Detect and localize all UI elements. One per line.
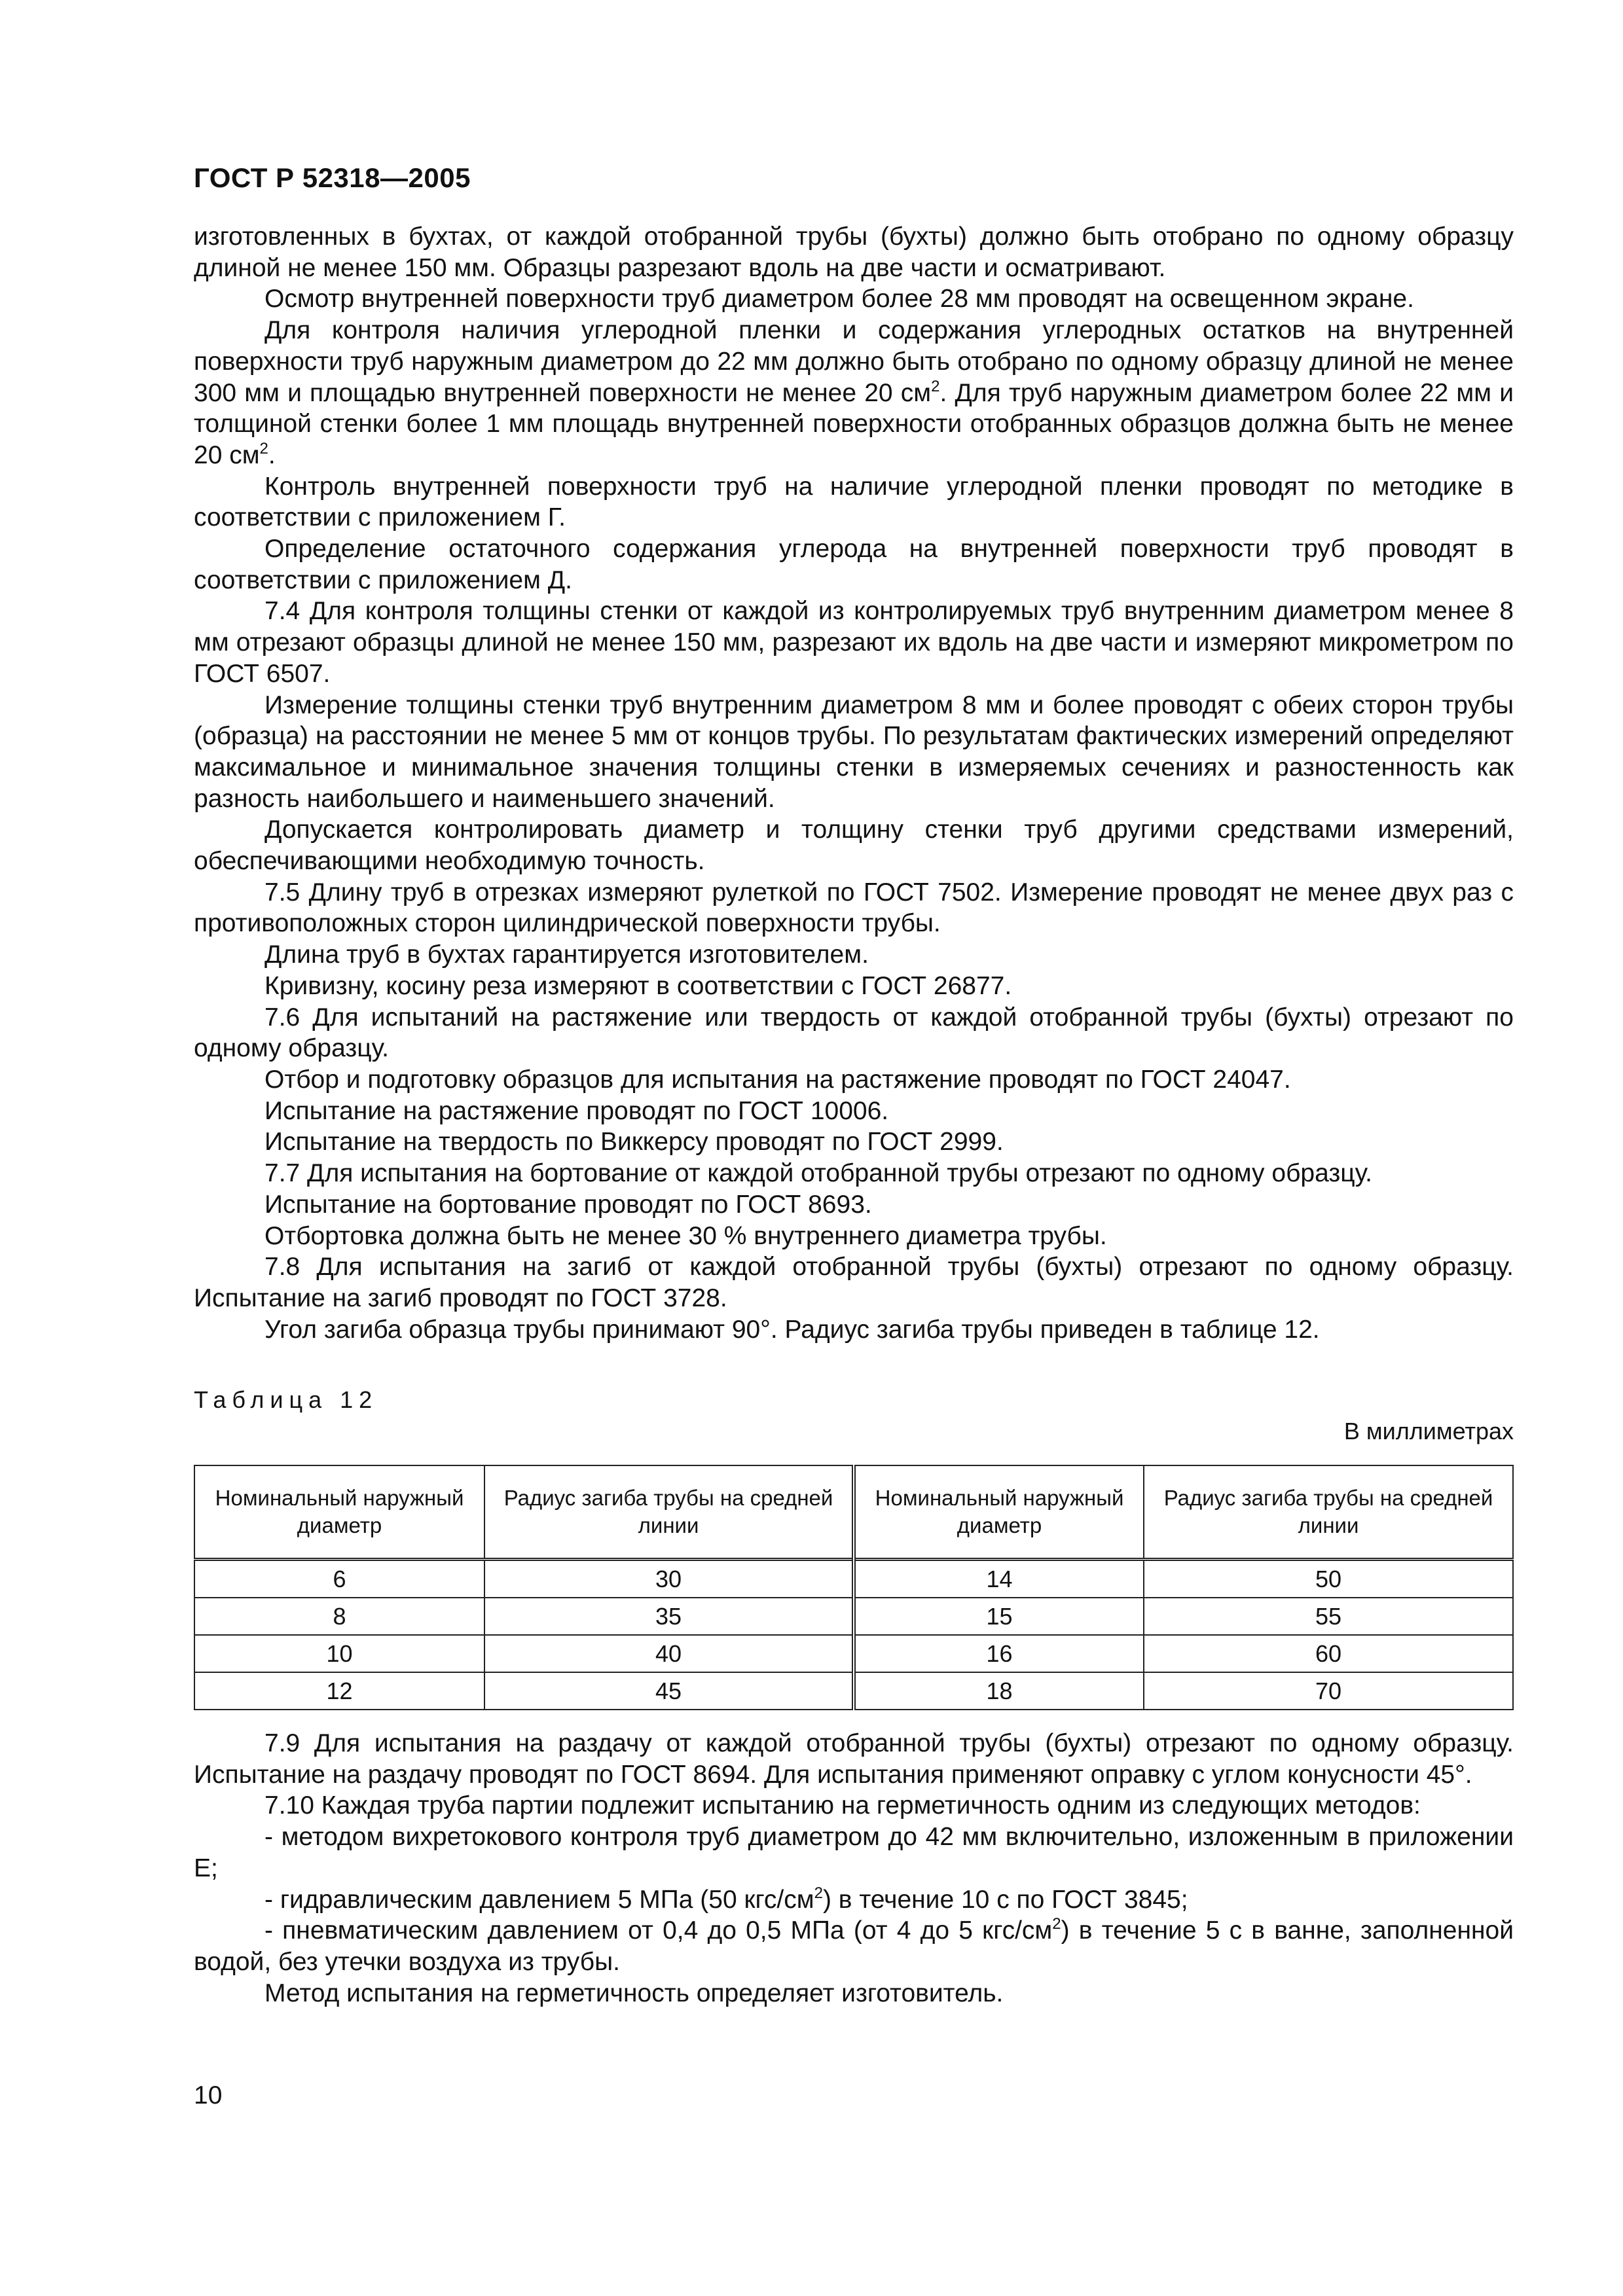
paragraph: Осмотр внутренней поверхности труб диаметром более 28 мм проводят на освещенном экране. bbox=[264, 285, 1414, 314]
table-cell: 14 bbox=[854, 1560, 1144, 1598]
paragraph: Измерение толщины стенки труб внутренним диаметром 8 мм и более проводят с обеих сторон трубы (образца) на расстоянии не менее 5 мм от концов трубы. По результатам фактических измерений определяют максимальное и минимальное значения толщины стенки в измеряемых сечениях и разностенность как разность наибольшего и наименьшего значений. bbox=[194, 691, 1514, 813]
paragraph: Контроль внутренней поверхности труб на наличие углеродной пленки проводят по методике в соответствии с приложением Г. bbox=[194, 472, 1514, 532]
table-row bbox=[194, 1560, 1513, 1598]
table-cell: 30 bbox=[484, 1560, 854, 1598]
table-header-row bbox=[194, 1465, 1513, 1560]
paragraph: Отбор и подготовку образцов для испытания на растяжение проводят по ГОСТ 24047. bbox=[264, 1065, 1291, 1094]
paragraph: изготовленных в бухтах, от каждой отобранной трубы (бухты) должно быть отобрано по одному образцу длиной не менее 150 мм. Образцы разрезают вдоль на две части и осматривают. bbox=[194, 223, 1514, 282]
table-cell: 18 bbox=[854, 1672, 1144, 1710]
table-cell: 8 bbox=[194, 1598, 484, 1635]
paragraph: - методом вихретокового контроля труб диаметром до 42 мм включительно, изложенным в приложении Е; bbox=[194, 1823, 1514, 1882]
paragraph: 7.6 Для испытаний на растяжение или твердость от каждой отобранной трубы (бухты) отрезают по одному образцу. bbox=[194, 1003, 1514, 1063]
table-cell: 12 bbox=[194, 1672, 484, 1710]
table-cell: 50 bbox=[1144, 1560, 1513, 1598]
table-unit: В миллиметрах bbox=[1343, 1418, 1514, 1444]
table-row bbox=[194, 1672, 1513, 1710]
column-header: Радиус загиба трубы на средней линии bbox=[1144, 1465, 1513, 1560]
paragraph: Испытание на бортование проводят по ГОСТ 8693. bbox=[264, 1190, 872, 1219]
paragraph: Угол загиба образца трубы принимают 90°. Радиус загиба трубы приведен в таблице 12. bbox=[264, 1315, 1320, 1344]
table-cell: 60 bbox=[1144, 1635, 1513, 1672]
table-cell: 6 bbox=[194, 1560, 484, 1598]
bend-radius-table bbox=[194, 1465, 1514, 1710]
paragraph: - пневматическим давлением от 0,4 до 0,5 МПа (от 4 до 5 кгс/$см^2$) в течение 5 с в ванне, заполненной водой, без утечки воздуха из трубы. bbox=[194, 1915, 1514, 1976]
paragraph: Допускается контролировать диаметр и толщину стенки труб другими средствами измерений, обеспечивающими необходимую точность. bbox=[194, 816, 1514, 876]
column-header: Номинальный наружный диаметр bbox=[194, 1465, 484, 1560]
table-cell: 16 bbox=[854, 1635, 1144, 1672]
paragraph: Отбортовка должна быть не менее 30 % внутреннего диаметра трубы. bbox=[264, 1221, 1107, 1250]
paragraph: 7.7 Для испытания на бортование от каждой отобранной трубы отрезают по одному образцу. bbox=[264, 1159, 1373, 1188]
paragraph: Длина труб в бухтах гарантируется изготовителем. bbox=[264, 941, 869, 969]
table-cell: 10 bbox=[194, 1635, 484, 1672]
page-number: 10 bbox=[194, 2081, 223, 2109]
table-cell: 15 bbox=[854, 1598, 1144, 1635]
paragraph: Определение остаточного содержания углерода на внутренней поверхности труб проводят в соответствии с приложением Д. bbox=[194, 535, 1514, 594]
paragraph: Для контроля наличия углеродной пленки и содержания углеродных остатков на внутренней поверхности труб наружным диаметром до 22 мм должно быть отобрано по одному образцу длиной не менее 300 мм и площадью внутренней поверхности не менее 20 $см^2$. Для труб наружным диаметром более 22 мм и толщиной стенки более 1 мм площадь внутренней поверхности отобранных образцов должна быть не менее 20 $см^2$. bbox=[194, 316, 1514, 469]
body-text-top bbox=[194, 221, 1514, 1345]
paragraph: 7.5 Длину труб в отрезках измеряют рулеткой по ГОСТ 7502. Измерение проводят не менее двух раз с противоположных сторон цилиндрической поверхности трубы. bbox=[194, 878, 1514, 938]
column-header: Номинальный наружный диаметр bbox=[854, 1465, 1144, 1560]
column-header: Радиус загиба трубы на средней линии bbox=[484, 1465, 854, 1560]
table-row bbox=[194, 1598, 1513, 1635]
paragraph: 7.10 Каждая труба партии подлежит испытанию на герметичность одним из следующих методов: bbox=[264, 1791, 1421, 1820]
table-cell: 35 bbox=[484, 1598, 854, 1635]
table-caption: Таблица 12 bbox=[194, 1386, 378, 1413]
body-text-bottom bbox=[194, 1728, 1514, 2009]
paragraph: Испытание на твердость по Виккерсу проводят по ГОСТ 2999. bbox=[264, 1128, 1004, 1157]
table-cell: 40 bbox=[484, 1635, 854, 1672]
document-header: ГОСТ Р 52318—2005 bbox=[194, 162, 471, 193]
paragraph: 7.8 Для испытания на загиб от каждой отобранной трубы (бухты) отрезают по одному образцу. Испытание на загиб проводят по ГОСТ 3728. bbox=[194, 1253, 1514, 1312]
paragraph: 7.9 Для испытания на раздачу от каждой отобранной трубы (бухты) отрезают по одному образцу. Испытание на раздачу проводят по ГОСТ 8694. Для испытания применяют оправку с углом конусности 45°. bbox=[194, 1729, 1514, 1789]
paragraph: Кривизну, косину реза измеряют в соответствии с ГОСТ 26877. bbox=[264, 971, 1012, 1000]
table-cell: 55 bbox=[1144, 1598, 1513, 1635]
paragraph: - гидравлическим давлением 5 МПа (50 кгс/$см^2$) в течение 10 с по ГОСТ 3845; bbox=[264, 1884, 1188, 1914]
table-row bbox=[194, 1635, 1513, 1672]
paragraph: 7.4 Для контроля толщины стенки от каждой из контролируемых труб внутренним диаметром менее 8 мм отрезают образцы длиной не менее 150 мм, разрезают их вдоль на две части и измеряют микрометром по ГОСТ 6507. bbox=[194, 597, 1514, 688]
paragraph: Испытание на растяжение проводят по ГОСТ 10006. bbox=[264, 1096, 889, 1125]
table-cell: 45 bbox=[484, 1672, 854, 1710]
paragraph: Метод испытания на герметичность определяет изготовитель. bbox=[264, 1979, 1004, 2007]
table-cell: 70 bbox=[1144, 1672, 1513, 1710]
